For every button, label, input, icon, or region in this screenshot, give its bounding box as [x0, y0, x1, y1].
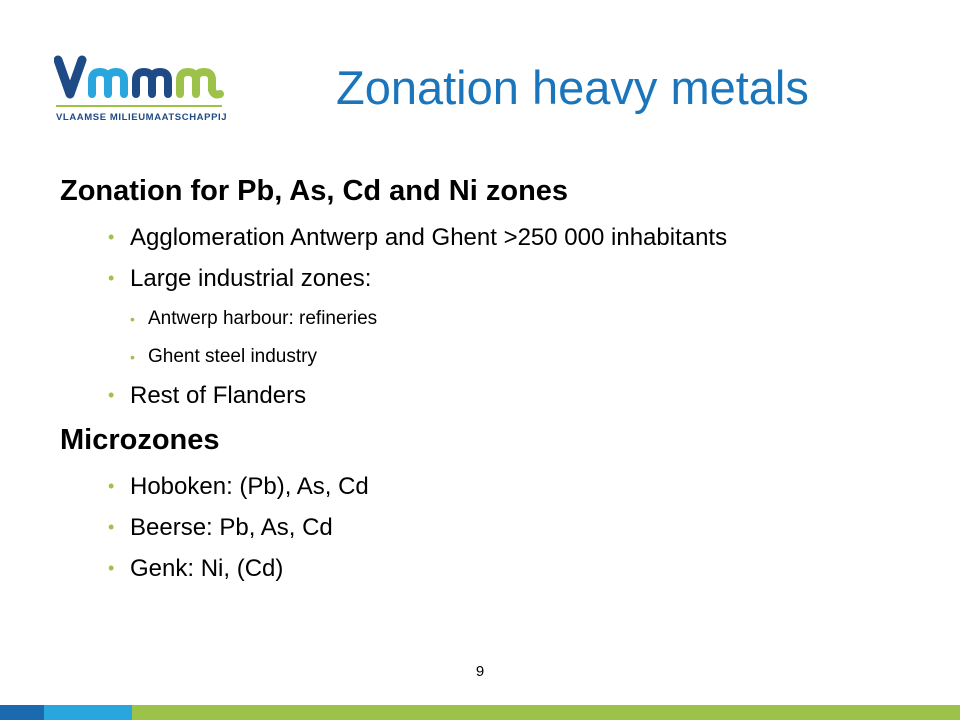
footer-bar-green [132, 705, 960, 720]
page-number: 9 [475, 663, 485, 680]
list-item-text: Rest of Flanders [130, 382, 307, 409]
list-item-text: Genk: Ni, (Cd) [130, 555, 284, 582]
bullet-icon: • [130, 349, 135, 365]
section-heading-zonation: Zonation for Pb, As, Cd and Ni zones [60, 175, 569, 207]
list-item-text: Large industrial zones: [130, 265, 372, 292]
sublist-item [130, 308, 920, 330]
section-heading-microzones: Microzones [60, 424, 220, 456]
bullet-icon: • [108, 385, 115, 405]
bullet-icon: • [108, 476, 115, 496]
bullet-icon: • [108, 517, 115, 537]
bullet-icon: • [130, 311, 135, 327]
footer-color-bar [0, 705, 960, 720]
sublist-item-text: Ghent steel industry [148, 346, 317, 367]
list-item [108, 224, 920, 251]
logo-tagline: VLAAMSE MILIEUMAATSCHAPPIJ [56, 112, 228, 123]
slide-title: Zonation heavy metals [336, 61, 809, 114]
list-item [108, 473, 920, 500]
slide-content [60, 172, 920, 582]
sublist-item [130, 346, 920, 368]
microzones-list [108, 473, 920, 582]
sublist-item-text: Antwerp harbour: refineries [148, 308, 378, 329]
list-item-text: Agglomeration Antwerp and Ghent >250 000 inhabitants [130, 224, 728, 251]
bullet-icon: • [108, 268, 115, 288]
zonation-list [108, 224, 920, 409]
footer-bar-light-blue [44, 705, 132, 720]
list-item [108, 382, 920, 409]
bullet-icon: • [108, 227, 115, 247]
list-item-text: Beerse: Pb, As, Cd [130, 514, 333, 541]
list-item [108, 555, 920, 582]
list-item [108, 265, 920, 368]
footer-bar-dark-blue [0, 705, 44, 720]
list-item [108, 514, 920, 541]
industrial-zones-sublist [130, 308, 920, 368]
bullet-icon: • [108, 558, 115, 578]
list-item-text: Hoboken: (Pb), As, Cd [130, 473, 369, 500]
